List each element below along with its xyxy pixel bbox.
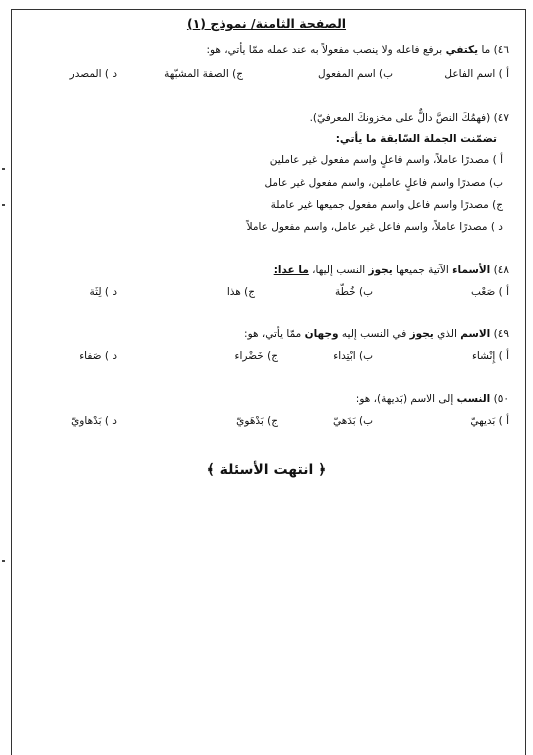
question-number: ٥٠) (493, 393, 509, 405)
q49-option-d[interactable]: د ) صَفاء (79, 350, 117, 362)
q48-option-a[interactable]: أ ) صَعْب (471, 286, 509, 298)
q49-option-a[interactable]: أ ) إِنْشاء (471, 350, 509, 362)
question-number: ٤٦) (493, 44, 509, 56)
margin-mark (2, 204, 5, 206)
q50-option-a[interactable]: أ ) بَديهيّ (470, 415, 509, 427)
question-48: ٤٨) الأسماء الآتية جميعها يجوز النسب إليها، ما عدا: (273, 264, 509, 276)
q46-option-c[interactable]: ج) الصفة المشبّهة (164, 68, 243, 80)
margin-mark (2, 168, 5, 170)
question-49: ٤٩) الاسم الذي يجوز في النسب إليه وجهان ممّا يأتي، هو: (244, 328, 509, 340)
q47-option-d[interactable]: د ) مصدرًا عاملاً، واسم فاعل غير عامل، واسم مفعول عاملاً (246, 221, 503, 233)
q48-option-b[interactable]: ب) خُطّة (334, 286, 373, 298)
q46-option-d[interactable]: د ) المصدر (69, 68, 117, 80)
q47-option-a[interactable]: أ ) مصدرًا عاملاً، واسم فاعلٍ واسم مفعول غير عاملين (269, 154, 503, 166)
question-46: ٤٦) ما يكتفي برفع فاعله ولا ينصب مفعولاً به عند عمله ممّا يأتي، هو: (206, 44, 509, 56)
q47-option-b[interactable]: ب) مصدرًا واسم فاعلٍ عاملين، واسم مفعول غير عامل (264, 177, 503, 189)
q50-option-b[interactable]: ب) بَدَهيّ (332, 415, 373, 427)
q46-option-b[interactable]: ب) اسم المفعول (318, 68, 393, 80)
q48-option-c[interactable]: ج) هذا (226, 286, 255, 298)
question-47-stem: تضمّنت الجملة السّابقة ما يأتي: (335, 133, 497, 145)
q50-option-d[interactable]: د ) بَدْهاويّ (71, 415, 117, 427)
question-number: ٤٩) (493, 328, 509, 340)
question-number: ٤٨) (493, 264, 509, 276)
q48-option-d[interactable]: د ) لِثَة (89, 286, 117, 298)
end-of-questions: ﴿ انتهت الأسئلة ﴾ (206, 462, 327, 478)
q47-option-c[interactable]: ج) مصدرًا واسم فاعل واسم مفعول جميعها غير عاملة (270, 199, 503, 211)
page-title: الصفحة الثامنة/ نموذج (١) (186, 16, 347, 31)
question-50: ٥٠) النسب إلى الاسم (بَديهة)، هو: (355, 393, 509, 405)
q46-option-a[interactable]: أ ) اسم الفاعل (444, 68, 509, 80)
q49-option-c[interactable]: ج) خَضْراء (234, 350, 278, 362)
q50-option-c[interactable]: ج) بَدْهَويّ (236, 415, 278, 427)
question-47: ٤٧) (فهمُكَ النصَّ دالٌّ على مخزونكَ المعرفيّ). (309, 112, 509, 124)
margin-mark (2, 560, 5, 562)
q49-option-b[interactable]: ب) ابْتِداء (333, 350, 373, 362)
